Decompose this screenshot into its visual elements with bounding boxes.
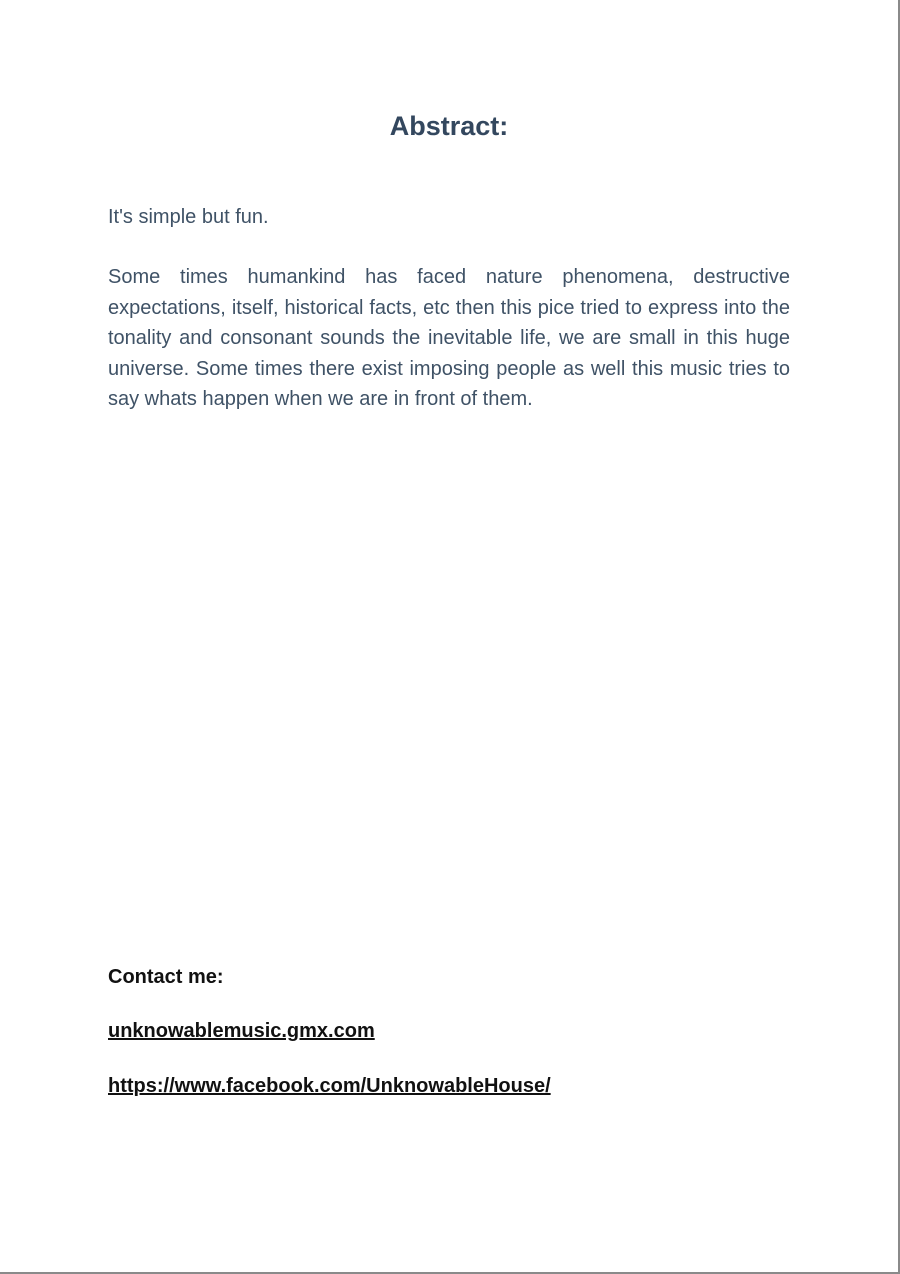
contact-heading: Contact me:: [108, 966, 224, 988]
abstract-title: Abstract:: [389, 111, 509, 141]
abstract-intro: It's simple but fun.: [108, 206, 269, 228]
abstract-body: Some times humankind has faced nature phenomena, destructive expectations, itself, historical facts, etc then this pice tried to express into the tonality and consonant sounds the inevitable life, we are small in this huge universe. Some times there exist imposing people as well this music tries to say whats happen when we are in front of them.: [108, 266, 790, 410]
facebook-link[interactable]: https://www.facebook.com/UnknowableHouse/: [108, 1075, 551, 1097]
email-link[interactable]: unknowablemusic.gmx.com: [108, 1020, 375, 1042]
